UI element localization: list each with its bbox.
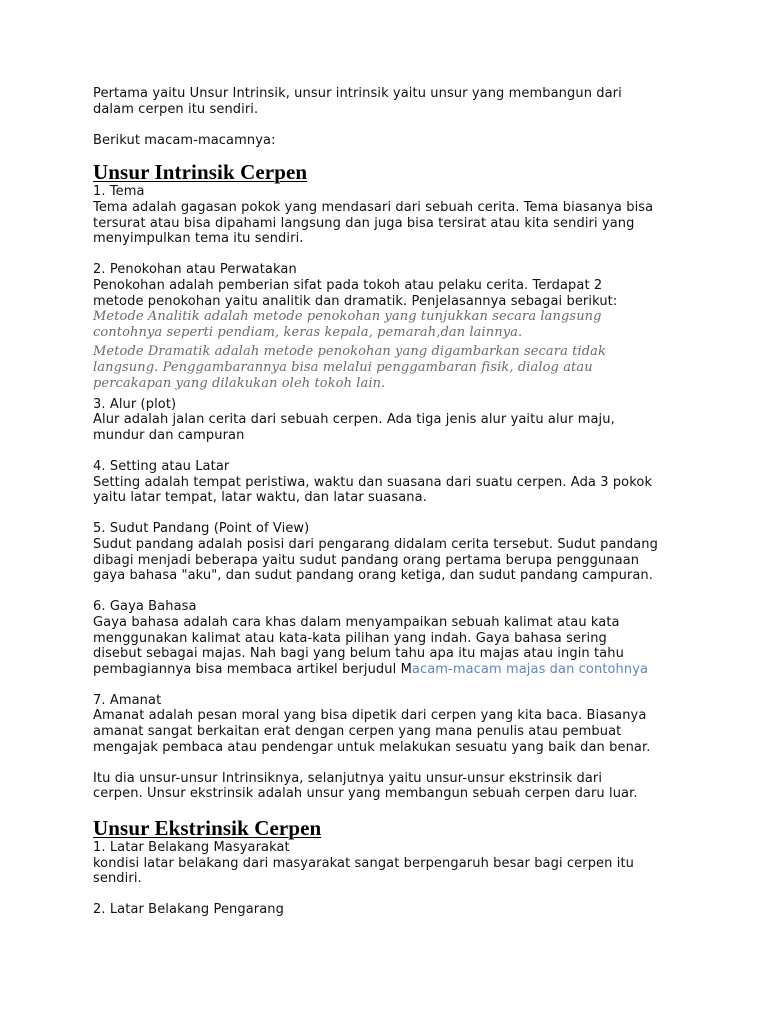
body-line: Penokohan adalah pemberian sifat pada tokoh atau pelaku cerita. Terdapat 2 — [93, 277, 603, 293]
section-title: 1. Latar Belakang Masyarakat — [93, 840, 290, 856]
section-title: 4. Setting atau Latar — [93, 458, 230, 474]
section-title: 6. Gaya Bahasa — [93, 599, 197, 615]
quote-analitik — [93, 309, 693, 342]
section-setting — [93, 459, 693, 506]
section-amanat — [93, 693, 693, 755]
section-penokohan — [93, 262, 693, 309]
body-line: menggunakan kalimat atau kata-kata pilihan yang indah. Gaya bahasa sering — [93, 630, 607, 646]
closing-paragraph — [93, 771, 693, 802]
heading-ekstrinsik: Unsur Ekstrinsik Cerpen — [93, 816, 322, 841]
body-line: Tema adalah gagasan pokok yang mendasari dari sebuah cerita. Tema biasanya bisa — [93, 199, 654, 215]
body-line: disebut sebagai majas. Nah bagi yang belum tahu apa itu majas atau ingin tahu — [93, 646, 624, 662]
quote-line: Metode Analitik adalah metode penokohan yang tunjukkan secara langsung — [93, 309, 602, 325]
body-line: Setting adalah tempat peristiwa, waktu dan suasana dari suatu cerpen. Ada 3 pokok — [93, 474, 653, 490]
body-line: mengajak pembaca atau pendengar untuk melakukan sesuatu yang baik dan benar. — [93, 739, 651, 755]
quote-line: contohnya seperti pendiam, keras kepala, pemarah,dan lainnya. — [93, 325, 523, 341]
body-line: mundur dan campuran — [93, 427, 245, 443]
body-line: Sudut pandang adalah posisi dari pengarang didalam cerita tersebut. Sudut pandang — [93, 536, 658, 552]
body-line: gaya bahasa "aku", dan sudut pandang orang ketiga, dan sudut pandang campuran. — [93, 568, 654, 584]
quote-line: percakapan yang dilakukan oleh tokoh lain. — [93, 376, 386, 392]
section-title: 7. Amanat — [93, 692, 162, 708]
body-text: pembagiannya bisa membaca artikel berjudul M — [93, 661, 412, 677]
body-line: metode penokohan yaitu analitik dan dramatik. Penjelasannya sebagai berikut: — [93, 293, 618, 309]
body-line: menyimpulkan tema itu sendiri. — [93, 231, 304, 247]
article-link[interactable]: acam-macam majas dan contohnya — [411, 661, 649, 677]
body-line: kondisi latar belakang dari masyarakat sangat berpengaruh besar bagi cerpen itu — [93, 855, 634, 871]
body-line: sendiri. — [93, 871, 142, 887]
body-line: dibagi menjadi beberapa yaitu sudut pandang orang pertama berupa penggunaan — [93, 552, 640, 568]
body-line: tersurat atau bisa dipahami langsung dan juga bisa tersirat atau kita sendiri yang — [93, 215, 635, 231]
section-title: 5. Sudut Pandang (Point of View) — [93, 521, 310, 537]
intro-line: Pertama yaitu Unsur Intrinsik, unsur intrinsik yaitu unsur yang membangun dari — [93, 86, 622, 101]
body-line: Itu dia unsur-unsur Intrinsiknya, selanjutnya yaitu unsur-unsur ekstrinsik dari — [93, 770, 603, 786]
body-line — [93, 662, 693, 678]
section-tema — [93, 184, 693, 246]
intro-line: dalam cerpen itu sendiri. — [93, 101, 259, 117]
section-latar-pengarang — [93, 902, 693, 918]
section-title: 2. Latar Belakang Pengarang — [93, 902, 285, 918]
quote-line: langsung. Penggambarannya bisa melalui penggambaran fisik, dialog atau — [93, 360, 593, 376]
body-line: Amanat adalah pesan moral yang bisa dipetik dari cerpen yang kita baca. Biasanya — [93, 708, 647, 724]
quote-line: Metode Dramatik adalah metode penokohan yang digambarkan secara tidak — [93, 343, 607, 359]
section-gaya-bahasa — [93, 599, 693, 677]
article-page — [93, 86, 693, 918]
body-line: cerpen. Unsur ekstrinsik adalah unsur yang membangun sebuah cerpen daru luar. — [93, 786, 638, 802]
body-line: Alur adalah jalan cerita dari sebuah cerpen. Ada tiga jenis alur yaitu alur maju, — [93, 412, 615, 428]
section-sudut-pandang — [93, 521, 693, 583]
body-line: yaitu latar tempat, latar waktu, dan latar suasana. — [93, 490, 427, 506]
body-line: amanat sangat berkaitan erat dengan cerpen yang mana penulis atau pembuat — [93, 724, 622, 740]
section-title: 2. Penokohan atau Perwatakan — [93, 262, 297, 278]
section-alur — [93, 397, 693, 444]
intro-paragraph — [93, 86, 693, 117]
list-intro: Berikut macam-macamnya: — [93, 132, 276, 148]
quote-dramatik — [93, 344, 693, 393]
heading-intrinsik: Unsur Intrinsik Cerpen — [93, 160, 308, 185]
body-line: Gaya bahasa adalah cara khas dalam menyampaikan sebuah kalimat atau kata — [93, 614, 620, 630]
section-latar-masyarakat — [93, 840, 693, 887]
section-title: 3. Alur (plot) — [93, 396, 177, 412]
section-title: 1. Tema — [93, 184, 145, 200]
